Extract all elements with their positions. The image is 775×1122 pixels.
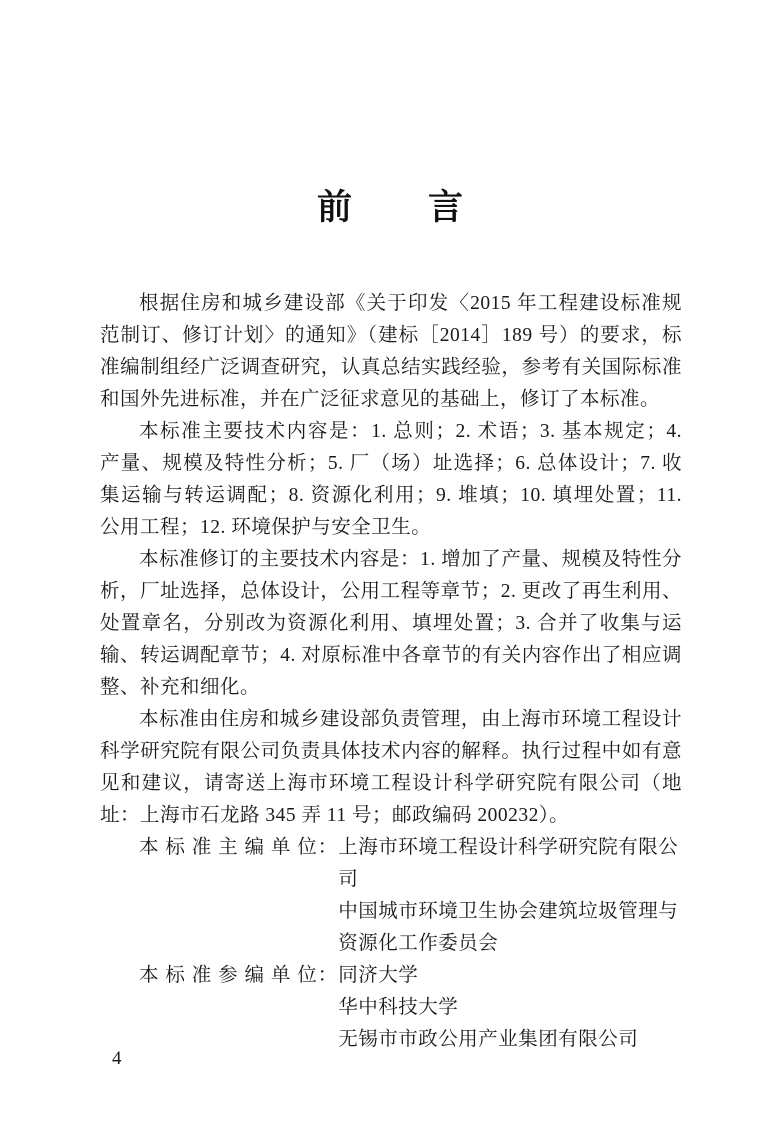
participant-unit: 华中科技大学 — [338, 997, 459, 1018]
page-content — [100, 180, 682, 1056]
chief-editor-unit: 中国城市环境卫生协会建筑垃圾管理与资源化工作委员会 — [338, 901, 679, 954]
chief-editor-units — [338, 832, 682, 960]
chief-editor-block — [100, 832, 682, 960]
paragraph-basis: 根据住房和城乡建设部《关于印发〈2015 年工程建设标准规范制订、修订计划〉的通知》（建标［2014］189 号）的要求，标准编制组经广泛调查研究，认真总结实践经验，参考有关国际标准和国外先进标准，并在广泛征求意见的基础上，修订了本标准。 — [100, 293, 682, 410]
participant-unit: 同济大学 — [338, 965, 419, 986]
participant-label: 本 标 准 参 编 单 位： — [139, 965, 339, 986]
paragraph-revision-contents: 本标准修订的主要技术内容是：1. 增加了产量、规模及特性分析，厂址选择，总体设计，公用工程等章节；2. 更改了再生利用、处置章名，分别改为资源化利用、填埋处置；3. 合并了收集与运输、转运调配章节；4. 对原标准中各章节的有关内容作出了相应调整、补充和细化。 — [100, 549, 682, 698]
paragraph-management: 本标准由住房和城乡建设部负责管理，由上海市环境工程设计科学研究院有限公司负责具体技术内容的解释。执行过程中如有意见和建议，请寄送上海市环境工程设计科学研究院有限公司（地址：上海市石龙路 345 弄 11 号；邮政编码 200232）。 — [100, 709, 682, 826]
paragraph-main-contents: 本标准主要技术内容是：1. 总则；2. 术语；3. 基本规定；4. 产量、规模及特性分析；5. 厂（场）址选择；6. 总体设计；7. 收集运输与转运调配；8. 资源化利用；9. 堆填；10. 填埋处置；11. 公用工程；12. 环境保护与安全卫生。 — [100, 421, 682, 538]
page-title: 前 言 — [316, 188, 465, 227]
participant-block — [100, 960, 682, 1056]
chief-editor-label: 本 标 准 主 编 单 位： — [139, 837, 339, 858]
page-number: 4 — [112, 1048, 122, 1069]
body-text — [100, 288, 682, 832]
participant-unit: 无锡市市政公用产业集团有限公司 — [338, 1029, 639, 1050]
chief-editor-unit: 上海市环境工程设计科学研究院有限公司 — [338, 837, 679, 890]
participant-units — [338, 960, 682, 1056]
